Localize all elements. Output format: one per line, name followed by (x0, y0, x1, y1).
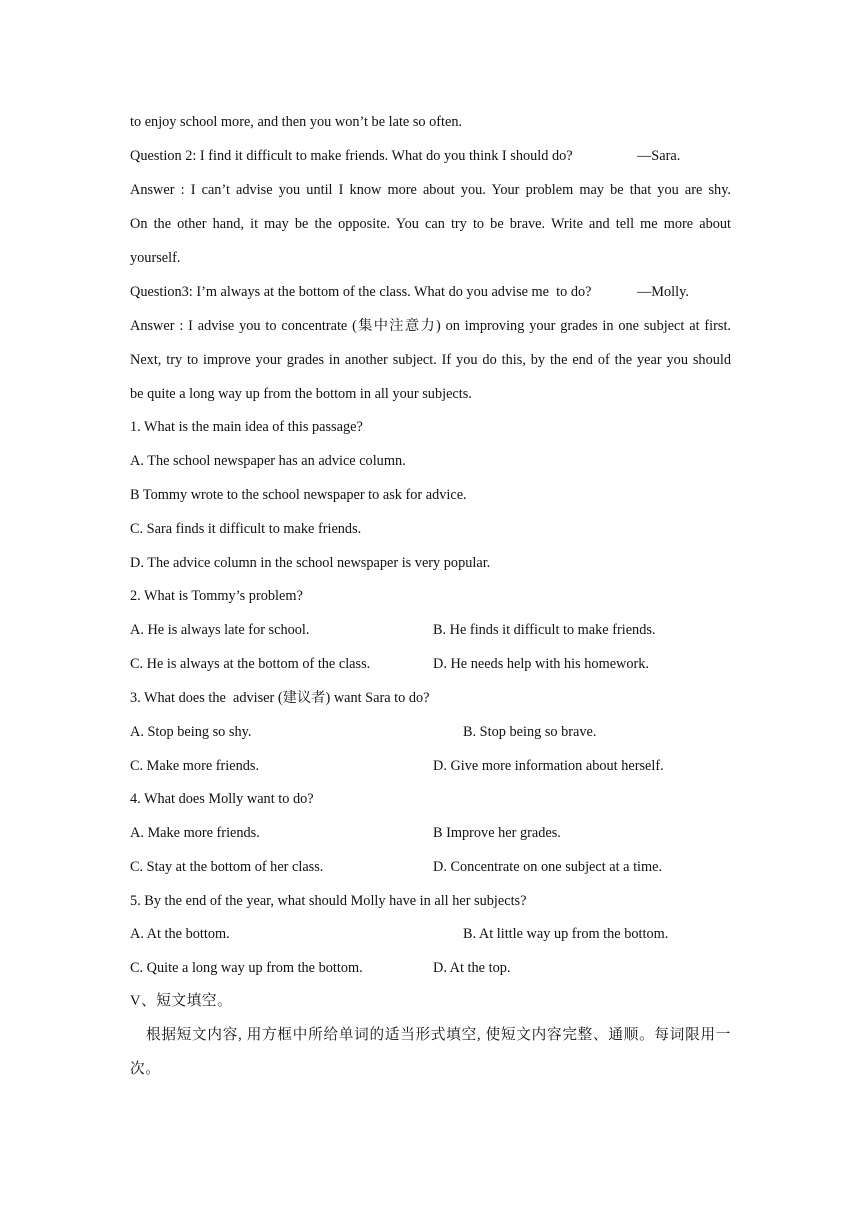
question-stem: 5. By the end of the year, what should Molly have in all her subjects? (130, 893, 527, 909)
question-stem: 2. What is Tommy’s problem? (130, 588, 303, 604)
section-instruction-line-2: 次。 (130, 1061, 161, 1077)
option-a: A. The school newspaper has an advice column. (130, 453, 406, 469)
option-a: A. He is always late for school. (130, 622, 310, 638)
option-b: B. He finds it difficult to make friends. (433, 622, 656, 638)
question-3-text: Question3: I’m always at the bottom of the class. What do you advise me to do? (130, 284, 592, 300)
option-c: C. Make more friends. (130, 758, 260, 774)
answer-3-line-3: be quite a long way up from the bottom in all your subjects. (130, 386, 472, 402)
passage-line: to enjoy school more, and then you won’t be late so often. (130, 114, 463, 130)
option-d: D. At the top. (433, 960, 511, 976)
option-a: A. At the bottom. (130, 926, 230, 942)
answer-2-line-2: On the other hand, it may be the opposite. You can try to be brave. Write and tell me more about (130, 216, 731, 232)
section-instruction-line-1: 根据短文内容, 用方框中所给单词的适当形式填空, 使短文内容完整、通顺。每词限用一 (146, 1027, 731, 1043)
option-d: D. The advice column in the school newspaper is very popular. (130, 555, 491, 571)
option-d: D. Give more information about herself. (433, 758, 664, 774)
question-2-speaker: —Sara. (637, 148, 681, 164)
answer-3-line-2: Next, try to improve your grades in another subject. If you do this, by the end of the year you should (130, 352, 731, 368)
question-stem: 3. What does the adviser (建议者) want Sara to do? (130, 690, 430, 706)
option-a: A. Stop being so shy. (130, 724, 252, 740)
option-d: D. He needs help with his homework. (433, 656, 650, 672)
option-a: A. Make more friends. (130, 825, 260, 841)
option-c: C. Sara finds it difficult to make friends. (130, 521, 362, 537)
option-d: D. Concentrate on one subject at a time. (433, 859, 663, 875)
option-c: C. Quite a long way up from the bottom. (130, 960, 363, 976)
option-b: B Tommy wrote to the school newspaper to ask for advice. (130, 487, 467, 503)
question-3-speaker: —Molly. (637, 284, 689, 300)
option-b: B Improve her grades. (433, 825, 561, 841)
option-b: B. At little way up from the bottom. (463, 926, 669, 942)
answer-2-line-3: yourself. (130, 250, 181, 266)
option-b: B. Stop being so brave. (463, 724, 597, 740)
answer-2-line-1: Answer : I can’t advise you until I know more about you. Your problem may be that you are shy. (130, 182, 731, 198)
question-stem: 4. What does Molly want to do? (130, 791, 314, 807)
answer-3-line-1: Answer : I advise you to concentrate (集中注意力) on improving your grades in one subject at first. (130, 318, 731, 334)
question-stem: 1. What is the main idea of this passage? (130, 419, 363, 435)
option-c: C. Stay at the bottom of her class. (130, 859, 324, 875)
option-c: C. He is always at the bottom of the class. (130, 656, 371, 672)
section-heading: V、短文填空。 (130, 993, 233, 1009)
question-2-text: Question 2: I find it difficult to make friends. What do you think I should do? (130, 148, 573, 164)
